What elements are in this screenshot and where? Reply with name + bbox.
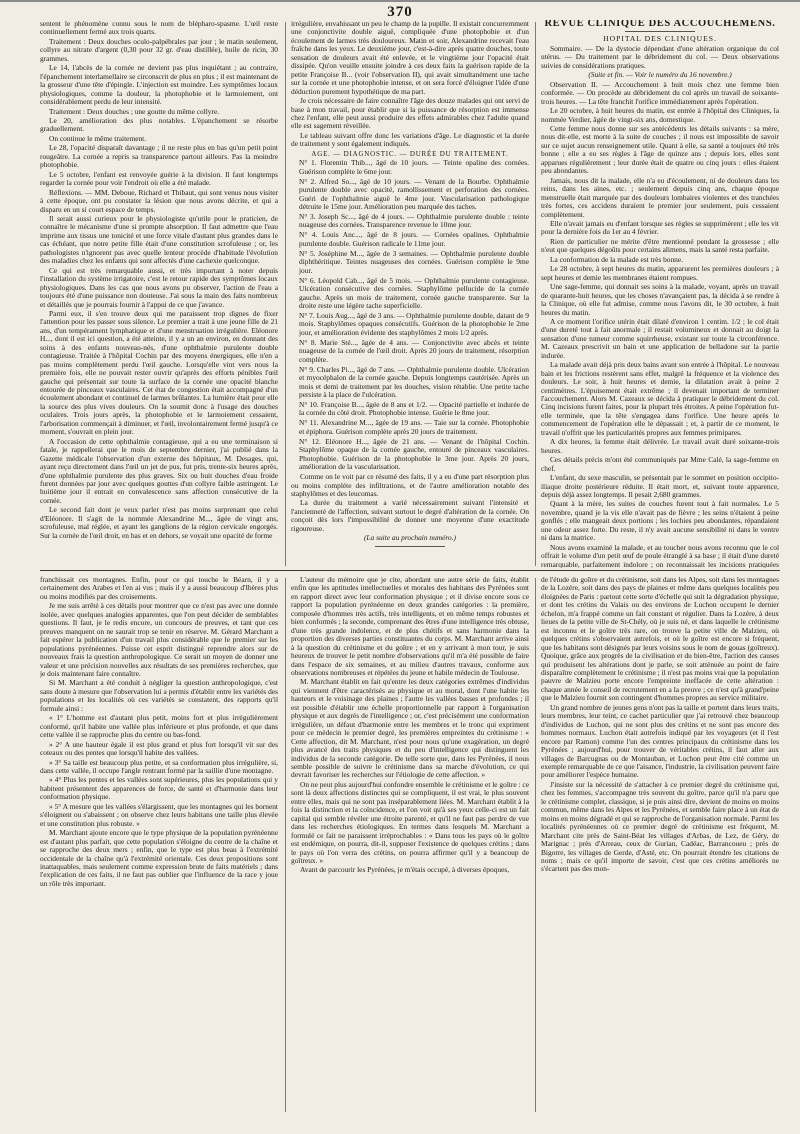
paragraph: Le 28 octobre, à sept heures du matin, apparurent les premières douleurs ; à sept heures et demie les membranes étaient rompues. <box>541 264 779 282</box>
column-divider <box>285 22 286 566</box>
paragraph: franchissait ces montagnes. Enfin, pour ce qui touche le Béarn, il y a certainement des Arabes et l'en ai vus ; mais il y a aussi beaucoup d'Ibères plus ou moins modifiés par des croisements. <box>40 576 278 601</box>
paragraph: Parmi eux, il s'en trouve deux qui me paraissent trop dignes de fixer l'attention pour les passer sous silence. Le premier a trait à une jeune fille de 21 ans, d'un tempérament lymphatique et d'une menstruation irrégulière. Eléonore H..., dont il est ici question, a été atteinte, il y a un an environ, en donnant des soins à des enfants nouveau-nés, d'une ophthalmie purulente double contagieuse. Traitée à l'hôpital Cochin par des moyens énergiques, elle n'en a pas moins complètement perdu l'œil gauche. Lorsqu'elle vint vers nous la première fois, elle ne pouvait rester ouvrir qu'après des efforts pénibles l'œil gauche qui présentait sur toute la surface de la cornée une opacité blanche entourée de pinceaux vasculaires. Cet état de congestion était accompagné d'un écoulement abondant et continuel de larmes brûlantes. La lumière était pour elle la source des plus vives douleurs. On la soumit donc à l'usage des douches oculaires. Trois jours après, la photophobie et le larmoiement cessaient, l'arborisation commençait à diminuer, et l'œil, involontairement fermé jusqu'à ce moment, s'ouvrait en plein jour. <box>40 308 278 437</box>
paragraph: « 1° L'homme est d'autant plus petit, moins fort et plus irrégulièrement conformé, qu'il habite une vallée plus inférieure et plus profonde, et que dans cette vallée il se rapproche plus du centre ou bas-fond. <box>40 713 278 740</box>
paragraph: Comme on le voit par ce résumé des faits, il y a eu d'une part résorption plus ou moins complète des infiltrations, et de l'autre amélioration notable des staphylômes et des leucomas. <box>291 472 529 499</box>
article-column-1 <box>40 20 278 568</box>
paragraph: La conformation de la malade est très bonne. <box>550 254 683 264</box>
paragraph: sentent le phénomène connu sous le nom de blépharo-spasme. L'œil reste continuellement fermé aux trois quarts. <box>40 20 278 37</box>
paragraph: Nous avons examiné la malade, et au toucher nous avons reconnu que le col offrait le volume d'un petit œuf de poule étranglé à sa base ; il était d'une dureté remarquable, parfaitement indolore ; on reconnaissait les incisions pratiquées <box>541 542 779 568</box>
paragraph: Le second fait dont je veux parler n'est pas moins surprenant que celui d'Eléonore. Il s'agit de la nommée Alexandrine M..., âgée de vingt ans, scrofuleuse, mal réglée, et ayant les ganglions de la région cervicale engorgés. Sur la cornée de l'œil droit, en bas et en dehors, se voyait une opacité de forme <box>40 505 278 540</box>
section-subtitle: HOPITAL DES CLINIQUES. <box>603 34 717 44</box>
summary-note: (Suite et fin. — Voir le numéro du 16 novembre.) <box>588 70 732 80</box>
case-entry: N° 4. Louis Anc..., âgé de 8 jours. — Cornées opalines. Ophthalmie purulente double. Guérison radicale le 11me jour. <box>299 230 529 248</box>
case-entry: N° 10. Françoise B..., âgée de 8 ans et 1/2. — Opacité partielle et indurée de la cornée du côté droit. Photophobie intense. Guérie le 8me jour. <box>299 399 529 418</box>
paragraph: Rien de particulier ne mérite d'être mentionné pendant la grossesse ; elle n'eut que quelques dégoûts pour certains alimens, mais la santé resta parfaite. <box>541 236 779 255</box>
case-entry: N° 1. Florentin Thib..., âgé de 10 jours. — Teinte opaline des cornées. Guérison complète le 6me jour. <box>299 158 529 176</box>
paragraph: Je crois nécessaire de faire connaître l'âge des douze malades qui ont servi de base à mon travail, pour établir que si la puissance de résorption est immense chez l'enfant, elle peut aussi produire des effets admirables chez l'adulte quand elle est sagement réveillée. <box>291 96 529 131</box>
observation-heading: Observation II. — Accouchement à huit mois chez une femme bien conformée. — On procède au débridement du col après un travail de soixante-trois heures. — La tête franchit l'orifice immédiatement après l'opération. <box>541 79 779 106</box>
case-entry: N° 12. Eléonore H..., âgée de 21 ans. — Venant de l'hôpital Cochin. Staphylôme opaque de la cornée gauche, entouré de pinceaux vasculaires. Photophobie. Guérison de la photophobie le 3me jour. Après 20 jours, amélioration de la vascularisation. <box>299 436 529 472</box>
paragraph: On continue le même traitement. <box>49 133 147 143</box>
page-number: 370 <box>387 4 413 20</box>
column-divider <box>285 578 286 1112</box>
paragraph: Le 14, l'abcès de la cornée ne devient pas plus inquiétant ; au contraire, l'épanchement interlamellaire se circonscrit de plus en plus ; il est maintenant de la grosseur d'une tête d'épingle. L'injection est moindre. Les symptômes locaux physiologiques, comme la douleur, la photophobie et le larmoiement, ont considérablement perdu de leur intensité. <box>40 63 278 107</box>
paragraph: A l'occasion de cette ophthalmie contagieuse, qui a eu une terminaison si fatale, je rappellerai que le mois de septembre dernier, j'ai publié dans la Gazette médicale l'observation d'un externe des hôpitaux, M. Desages, qui, ayant reçu directement dans l'œil un jet de pus, fut pris, trente-six heures après, d'une ophthalmie purulente des plus graves. Six ou huit douches d'eau froide furent données par jour avec quelques gouttes d'un collyre faible astringent. Le huitième jour il entrait en convalescence sans affection consécutive de la cornée. <box>40 436 278 505</box>
case-entry: N° 3. Joseph Sc..., âgé de 4 jours. — Ophthalmie purulente double : teinte nuageuse des cornées. Transparence revenue le 10me jour. <box>299 211 529 230</box>
feuilleton-column-2 <box>291 576 529 1114</box>
top-rule <box>0 0 800 2</box>
paragraph: Le 5 octobre, l'enfant est renvoyée guérie à la division. Il faut longtemps regarder la cornée pour voir l'endroit où elle a été malade. <box>40 169 278 188</box>
paragraph: Jamais, nous dit la malade, elle n'a eu d'écoulement, ni de douleurs dans les reins, dans les aines, etc. ; seulement depuis cinq ans, chaque époque menstruelle était marquée par des douleurs lombaires violentes et des tranchées très fortes, ces accidens duraient le premier jour seulement, puis cessaient complètement. <box>541 175 779 219</box>
feuilleton-column-1 <box>40 576 278 1114</box>
section-title: REVUE CLINIQUE DES ACCOUCHEMENS. <box>544 20 776 29</box>
paragraph: M. Marchant établit en fait qu'entre les deux catégories extrêmes d'individus qui viennent d'être caractérisés au physique et au moral, dont l'une habite les hauteurs et le voisinage des plaines ; l'autre les vallées basses et profondes ; il est possible d'établir une échelle proportionnelle par rapport à l'organisation physique et aux degrés de l'intelligence ; or, c'est précisément une conformation irrégulière, un défaut d'harmonie entre les membres et le tronc qui expriment pour ce médecin le premier degré, les premières empreintes du crétinisme : « Cette affection, dit M. Marchant, n'est pour nous qu'une exagération, un degré plus avancé des traits physiques et du peu d'intelligence qui distinguent les individus de la seconde catégorie. De telle sorte que, dans les Pyrénées, il nous semble possible de suivre le crétinisme dans sa marche d'évolution, ce qui devrait favoriser les recherches sur l'étiologie de cette affection. » <box>291 677 529 780</box>
paragraph: » 4° Plus les pentes et les vallées sont supérieures, plus les populations qui y habitent présentent des apparences de force, de santé et d'harmonie dans leur conformation physique. <box>40 775 278 802</box>
paragraph: Traitement : Deux douches oculo-palpébrales par jour ; le matin seulement, collyre au nitrate d'argent (0,30 pour 32 gr. d'eau distillée), huile de ricin, 30 grammes. <box>40 36 278 63</box>
paragraph: Ce qui est très remarquable aussi, et très important à noter depuis l'installation du système irrigatoire, c'est le retour rapide des symptômes locaux physiologiques. Dans les cas que nous avons pu observer, l'action de l'eau a toujours été d'une puissance non douteuse. J'ai sous la main des faits nombreux et détaillés que je pourrais fournir à l'appui de ce que j'avance. <box>40 265 278 309</box>
paragraph: Le tableau suivant offre donc les variations d'âge. Le diagnostic et la durée de traitement y sont également indiqués. <box>291 130 529 149</box>
summary: Sommaire. — De la dystocie dépendant d'une altération organique du col utérus. — Du traitement par le débridement du col. — Deux observations suivies de considérations pratiques. <box>541 43 779 70</box>
column-divider <box>535 578 536 1112</box>
paragraph: J'insiste sur la nécessité de s'attacher à ce premier degré du crétinisme qui, chez les femmes, s'accompagne très souvent du goître, parce qu'il n'a paru que le crétinisme complet, classique, si je puis ainsi dire, devient de moins en moins commun, même dans les Alpes et les Pyrénées, et semble faire place à un état de moins en moins dégradé et qui se rapproche de l'organisation normale. Parmi les localités pyrénéennes où ce premier degré de crétinisme est fréquent, M. Marchant cite près de Saint-Béat les villages d'Arbas, de Lez, de Géry, de Marignac ; près d'Arreau, ceux de Gurian, Cadéac, Barrancoueu ; près de Bigorre, les villages de Gerde, d'Asté, etc. On pourrait étendre les citations de noms ; mais ce qu'il importe de savoir, c'est que ces crétins améliorés ne s'écartent pas des mon- <box>541 779 779 874</box>
case-entry: N° 8. Marie Sté..., âgée de 4 ans. — Conjonctivite avec abcès et teinte nuageuse de la cornée de l'œil droit. Après 20 jours de traitement, résorption complète. <box>299 337 529 364</box>
case-entry: N° 2. Alfred So..., âgé de 10 jours. — Venant de la Bourbe. Ophthalmie purulente double avec opacité, ramollissement et perforation des cornées. Guéri de l'ophthalmie aiguë le 4me jour. Vascularisation pathologique détruite le 15me jour. Amélioration peu marquée des taches. <box>299 176 529 212</box>
paragraph: Le 20 octobre, à huit heures du matin, est entrée à l'hôpital des Cliniques, la nommée Verdier, âgée de vingt-six ans, domestique. <box>541 106 779 124</box>
paragraph: » 5° A mesure que les vallées s'élargissent, que les montagnes qui les bornent s'éloignent ou s'abaissent ; on observe chez leurs habitans une taille plus élevée et une constitution plus robuste. » <box>40 801 278 828</box>
paragraph: Traitement : Deux douches ; une goutte du même collyre. <box>49 106 220 116</box>
paragraph: Avant de parcourir les Pyrénées, je m'étais occupé, à diverses époques, <box>300 865 510 875</box>
column-divider <box>535 22 536 566</box>
paragraph: Quant à la mère, les suites de couches furent tout à fait normales. Le 5 novembre, quand je la vis elle n'avait pas de fièvre ; les seins n'étaient à peine gonflés ; elle mangeait deux portions ; les lochies peu abondantes, répandaient une odeur assez forte. Du reste, il n'y avait aucune sensibilité ni dans le ventre ni dans la matrice. <box>541 499 779 543</box>
paragraph: A ce moment l'orifice utérin était dilaté d'environ 1 centim. 1/2 ; le col était d'une dureté tout à fait anormale ; il restait volumineux et donnait au doigt la sensation d'une tumeur comme squirrheuse, existant sur toute la circonférence. M. Cazeaux prescrivit un bain et une application de belladone sur la partie indurée. <box>541 316 779 360</box>
paragraph: irrégulière, envahissant un peu le champ de la pupille. Il existait concurremment une conjonctivite double aiguë, compliquée d'une photophobie et d'un écoulement de larmes très douloureux. Matin et soir, Alexandrine recevait l'eau fraîche dans les yeux. Le deuxième jour, c'est-à-dire après quatre douches, toute sensation de douleurs avait été enlevée, et le vingtième jour l'opacité était dissipée. Qu'on veuille ensuite joindre à ces deux faits la guérison rapide de la petite Françoise B... (voir l'observation II), qui avait simultanément une tache sur la cornée et une photophobie intense, et on sera forcé d'éloigner l'idée d'une déduction purement hypothétique de ma part. <box>291 20 529 96</box>
paragraph: Cette femme nous donne sur ses antécédents les détails suivants : sa mère, nous dit-elle, est morte à la suite de couches ; il nous est impossible de savoir sur ce sujet aucun renseignement utile. Quant à elle, sa santé a toujours été très bonne ; elle a eu ses règles à l'âge de quinze ans ; depuis lors, elles sont apparues régulièrement ; leur durée était de quatre ou cinq jours : elles étaient peu abondantes. <box>541 123 779 176</box>
paragraph: de l'étude du goître et du crétinisme, soit dans les Alpes, soit dans les montagnes de la Lozère, soit dans des pays de plaines et même dans quelques localités peu éloignées de Paris : partout cette sorte d'échelle qui suit la dégradation physique, et dont les crétins du Valais ou des environs de Luchon occupent le dernier échelon, m'a frappé comme un fait constant et régulier. Dans la Lozère, à deux lieues de la petite ville de St-Chély, où je suis né, et dans laquelle le crétinisme est inconnu et le goître très rare, on trouve la petite ville de Malzieu, où quelques crétins s'observaient autrefois, et où le goître est encore si fréquent, que les habitans sont désignés par leurs voisins sous le nom de gouas (goîtreux). Quoique, grâce aux progrès de la civilisation et du bien-être, l'action des causes qui produisent les altérations dont je parle, se soit atténuée au point de faire disparaître complètement le crétinisme ; il n'est pas moins vrai que la population pauvre de Malzieu porte encore l'empreinte ineffacée de cette altération : chaque année le conseil de recrutement en a la preuve ; ce n'est qu'à grand'peine que le Malzieu fournit son contingent d'hommes propres au service militaire. <box>541 576 779 703</box>
paragraph: Ces détails précis m'ont été communiqués par Mme Calé, la sage-femme en chef. <box>541 455 779 473</box>
paragraph: A dix heures, la femme était délivrée. Le travail avait duré soixante-trois heures. <box>541 437 779 455</box>
paragraph: Je me suis arrêté à ces détails pour montrer que ce n'est pas avec une donnée isolée, avec quelques analogies apparentes, que l'on peut décider de semblables questions. Il faut, je le redis encore, un concours de preuves, et tant que ces preuves manquent on ne saurait trop se tenir en réserve. M. Gérard Marchant a fait espérer la publication d'un travail plus considérable que le premier sur les populations pyrénéennes. Puisse cet esprit distingué reprendre alors sur de nouveaux frais la question anthropologique. Ce serait un moyen de donner une valeur et une précision nouvelles aux résultats de ses premières recherches, que je dois maintenant faire connaître. <box>40 601 278 678</box>
paragraph: Il serait aussi curieux pour le physiologiste qu'utile pour le praticien, de connaître le mécanisme d'une si prompte absorption. Il faut admettre que l'eau imprime aux tissus une tonicité et une force vitale d'autant plus grandes dans le cas échéant, que notre petite fille était d'une constitution scrofuleuse ; or, les pathologistes n'ignorent pas avec quelle lenteur procède d'habitude l'évolution des maladies chez les enfants qui sont affectés d'une cachexie quelconque. <box>40 213 278 266</box>
article-column-3 <box>541 20 779 568</box>
section-divider <box>40 570 780 571</box>
paragraph: » 3° Sa taille est beaucoup plus petite, et sa conformation plus irrégulière, si, dans cette vallée, il occupe l'angle rentrant formé par la saillie d'une montagne. <box>40 757 278 775</box>
cases-table-header: AGE. — DIAGNOSTIC. — DURÉE DU TRAITEMENT. <box>311 149 509 158</box>
title-rule <box>625 31 695 32</box>
continuation-note: (La suite au prochain numéro.) <box>363 533 457 543</box>
paragraph: M. Marchant ajoute encore que le type physique de la population pyrénéenne est d'autant plus parfait, que cette population s'éloigne du centre de la chaîne et se rapproche des deux mers ; enfin, que le type est plus beau à l'extrémité occidentale de la chaîne qu'à l'extrémité orientale. Ces deux propositions sont inattaquables, mais seulement comme expression brute de faits matériels ; dans l'explication de ces faits, il ne faut pas oublier que l'influence de la race y joue un rôle très important. <box>40 828 278 888</box>
paragraph: » 2° A une hauteur égale il est plus grand et plus fort lorsqu'il vit sur des coteaux ou des pentes que lorsqu'il habite des vallées. <box>40 739 278 758</box>
paragraph: On ne peut plus aujourd'hui confondre ensemble le crétinisme et le goître : ce sont là deux affections distinctes qui se compliquent, il est vrai, le plus souvent entre elles, mais qui ne sont pas inséparablement liées. M. Marchant établit à la fois la distinction et la coïncidence, et l'on voit qu'à ses yeux celle-ci est un fait capital qui semble révéler une étroite parenté, et qu'il ne faut pas perdre de vue dans les recherches étiologiques. En termes dans lesquels M. Marchant a formulé ce fait ne paraissent irréprochables : « Dans tous les pays où le goître est endémique, on pourra, dit-il, supposer l'existence de quelques crétins ; dans le pays où l'on verra des crétins, on pourra affirmer qu'il y a beaucoup de goîtreux. » <box>291 779 529 865</box>
feuilleton-column-3 <box>541 576 779 1114</box>
paragraph: Le 28, l'opacité disparaît davantage ; il ne reste plus en bas qu'un petit point rougeâtre. La cornée a repris sa transparence partout ailleurs. Pas la moindre photophobie. <box>40 143 278 170</box>
article-column-2 <box>291 20 529 568</box>
paragraph: Réflexions. — MM. Deboue, Richard et Thibaut, qui sont venus nous visiter à cette époque, ont pu constater la lésion que nous avons décrite, et qui a disparu en un si court espace de temps. <box>40 187 278 214</box>
paragraph: Si M. Marchant a été conduit à négliger la question anthropologique, c'est sans doute à mesure que l'observation lui a permis d'établir entre les variétés des populations et les localités où ces variétés se constatent, des rapports qu'il formule ainsi : <box>40 678 278 713</box>
paragraph: La durée du traitement a varié nécessairement suivant l'intensité et l'ancienneté de l'affection, suivant surtout le degré d'altération de la cornée. On conçoit dès lors l'impossibilité de donner une moyenne d'une exactitude rigoureuse. <box>291 498 529 533</box>
case-entry: N° 9. Charles Pi..., âgé de 7 ans. — Ophthalmie purulente double. Ulcération et myocéphalon de la cornée gauche. Depuis longtemps cautérisée. Après un mois et demi de traitement par les douches, vision rétablie. Une petite tache persiste à la place de l'ulcération. <box>299 364 529 400</box>
paragraph: L'auteur du mémoire que je cite, abordant une autre série de faits, établit enfin que les aptitudes intellectuelles et morales des habitans des Pyrénées sont en rapport direct avec leur conformation physique ; et il divise encore sous ce rapport la population pyrénéenne en deux grandes catégories : la première, composée d'hommes très actifs, très intelligents, et en même temps robustes et bien conformés ; la seconde, comprenant des êtres d'une intelligence très obtuse, d'une très grande indolence, et de plus chétifs et sans harmonie dans la proportion des diverses parties constituantes du corps. M. Marchant arrive ainsi à la question du crétinisme et du goître ; et en y arrivant à mon tour, je suis heureux de trouver le petit nombre d'observations qu'il m'a été possible de faire dans l'espace de six semaines, et au milieu d'autres travaux, conforme aux observations nombreuses et répétées du jeune et habile médecin de Toulouse. <box>291 576 529 677</box>
paragraph: Elle n'avait jamais eu d'enfant lorsque ses règles se supprimèrent ; elle les vit pour la dernière fois du 1er au 4 février. <box>541 218 779 237</box>
case-entry: N° 6. Léopold Cab..., âgé de 5 mois. — Ophthalmie purulente contagieuse. Ulcération consécutive des cornées. Staphylôme pellucide de la cornée gauche. Après un mois de traitement, cornée gauche transparente. Sur la droite reste une légère tache superficielle. <box>299 275 529 310</box>
paragraph: La malade avait déjà pris deux bains avant son entrée à l'hôpital. Le nouveau bain et les frictions restèrent sans effet, malgré la fréquence et la violence des douleurs. Le soir, à huit heures et demie, la dilatation avait à peine 2 centimètres. L'épuisement était extrême ; il devenait important de terminer l'accouchement. Alors M. Cazeaux se décida à pratiquer le débridement du col. Cinq incisions furent faites, pour la plupart très étroites. A peine l'opération fut-elle terminée, que la tête s'engagea dans l'orifice. Une heure après le commencement de l'opération elle le dépassait ; et, à partir de ce moment, le travail n'offrit que les particularités propres aux femmes primipares. <box>541 360 779 437</box>
case-entry: N° 11. Alexandrine M..., âgée de 19 ans. — Taie sur la cornée. Photophobie et épiphora. Guérison complète après 20 jours de traitement. <box>299 418 529 436</box>
paragraph: L'enfant, du sexe masculin, se présentait par le sommet en position occipito-iliaque droite postérieure réduite. Il était mort, et, suivant toute apparence, depuis déjà assez longtemps. Il pesait 2,680 grammes. <box>541 473 779 500</box>
paragraph: Le 20, amélioration des plus notables. L'épanchement se résorbe graduellement. <box>40 115 278 134</box>
paragraph: Une sage-femme, qui donnait ses soins à la malade, voyant, après un travail de quarante-huit heures, que les choses n'avançaient pas, la décida à se rendre à la Clinique, où elle fut admise, comme nous l'avons dit, le 30 octobre, à huit heures du matin. <box>541 282 779 317</box>
case-entry: N° 7. Louis Aug..., âgé de 3 ans. — Ophthalmie purulente double, datant de 9 mois. Staphylômes opaques consécutifs. Guérison de la photophobie le 2me jour, et amélioration évidente des staphylômes 2 mois 1/2 après. <box>299 310 529 337</box>
end-rule <box>375 546 445 547</box>
case-entry: N° 5. Joséphine M..., âgée de 3 semaines. — Ophthalmie purulente double diphthéritique. Teintes nuageuses des cornées. Guérison complète le 9me jour. <box>299 248 529 275</box>
paragraph: Un grand nombre de jeunes gens n'ont pas la taille et portent dans leurs traits, leurs membres, leur teint, ce cachet particulier que j'ai retrouvé chez beaucoup d'individus de Luchon, qui ne sont plus des crétins et ne sont pas encore des hommes normaux. Luchon était autrefois indiqué par les voyageurs (et il l'est encore par Ramon) comme l'un des centres principaux du crétinisme dans les Pyrénées ; aujourd'hui, pour trouver de véritables crétins, il faut aller aux villages de Barcugnas ou de Montauban, et Luchon peut être cité comme un exemple remarquable de ce que l'aisance, l'industrie, la civilisation peuvent faire pour améliorer l'espèce humaine. <box>541 702 779 780</box>
